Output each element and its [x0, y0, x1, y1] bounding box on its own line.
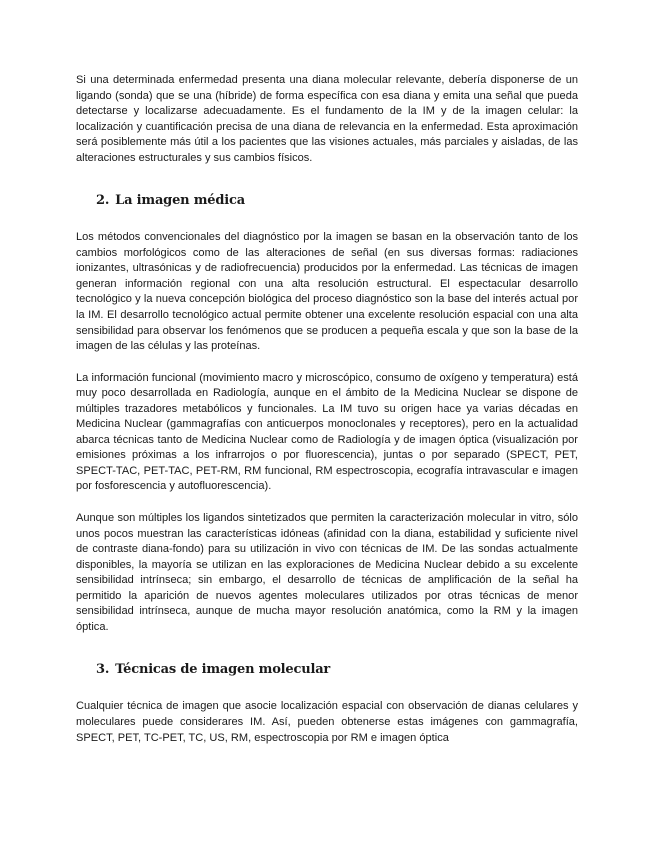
- paragraph-intro: Si una determinada enfermedad presenta una diana molecular relevante, debería disponerse de un ligando (sonda) que se una (híbride) de forma específica con esa diana y emita una señal que pueda detectarse y localizarse adecuadamente. Es el fundamento de la IM y de la imagen celular: la localización y cuantificación precisa de una diana de relevancia en la enfermedad. Esta aproximación será posiblemente más útil a los pacientes que las visiones actuales, más parciales y aisladas, de las alteraciones estructurales y sus cambios físicos.: [76, 74, 578, 164]
- paragraph-tecnicas: Cualquier técnica de imagen que asocie localización espacial con observación de dianas celulares y moleculares puede considerares IM. Así, pueden obtenerse estas imágenes con gammagrafía, SPECT, PET, TC-PET, TC, US, RM, espectroscopia por RM e imagen óptica: [76, 700, 578, 744]
- section-heading-tecnicas: [76, 661, 578, 679]
- paragraph-ligandos: Aunque son múltiples los ligandos sintetizados que permiten la caracterización molecular in vitro, sólo unos pocos muestran las características idóneas (afinidad con la diana, estabilidad y suficiente nivel de contraste diana-fondo) para su utilización in vivo con técnicas de IM. De las sondas actualmente disponibles, la mayoría se utilizan en las exploraciones de Medicina Nuclear debido a su excelente sensibilidad intrínseca; sin embargo, el desarrollo de técnicas de amplificación de la señal ha permitido la aparición de nuevos agentes moleculares utilizados por otras técnicas de menor sensibilidad intrínseca, aunque de mucha mayor resolución anatómica, como la RM y la imagen óptica.: [76, 512, 578, 633]
- section-heading-imagen-medica: [76, 192, 578, 210]
- section-number: 3.: [96, 662, 110, 678]
- document-page: [76, 73, 578, 746]
- paragraph-funcional: La información funcional (movimiento macro y microscópico, consumo de oxígeno y temperatura) está muy poco desarrollada en Radiología, aunque en el ámbito de la Medicina Nuclear se dispone de múltiples trazadores metabólicos y funcionales. La IM tuvo su origen hace ya varias décadas en Medicina Nuclear (gammagrafías con anticuerpos monoclonales y receptores), pero en la actualidad abarca técnicas tanto de Medicina Nuclear como de Radiología y de imagen óptica (visualización por emisiones próximas a los infrarrojos o por fluorescencia), juntas o por separado (SPECT, PET, SPECT-TAC, PET-TAC, PET-RM, RM funcional, RM espectroscopia, ecografía intravascular e imagen por fosforescencia y autofluorescencia).: [76, 371, 578, 493]
- section-title: Técnicas de imagen molecular: [115, 662, 331, 678]
- section-title: La imagen médica: [115, 193, 245, 209]
- paragraph-metodos: Los métodos convencionales del diagnóstico por la imagen se basan en la observación tanto de los cambios morfológicos como de las alteraciones de señal (en sus diversas formas: radiaciones ionizantes, ultrasónicas y de radiofrecuencia) producidos por la enfermedad. Las técnicas de imagen generan información regional con una alta resolución estructural. El espectacular desarrollo tecnológico y la nueva concepción biológica del proceso diagnóstico son la base del interés actual por la IM. El desarrollo tecnológico actual permite obtener una excelente resolución espacial con una alta sensibilidad para observar los fenómenos que se producen a pequeña escala y que son la base de la imagen de las células y las proteínas.: [76, 231, 578, 353]
- section-number: 2.: [96, 193, 110, 209]
